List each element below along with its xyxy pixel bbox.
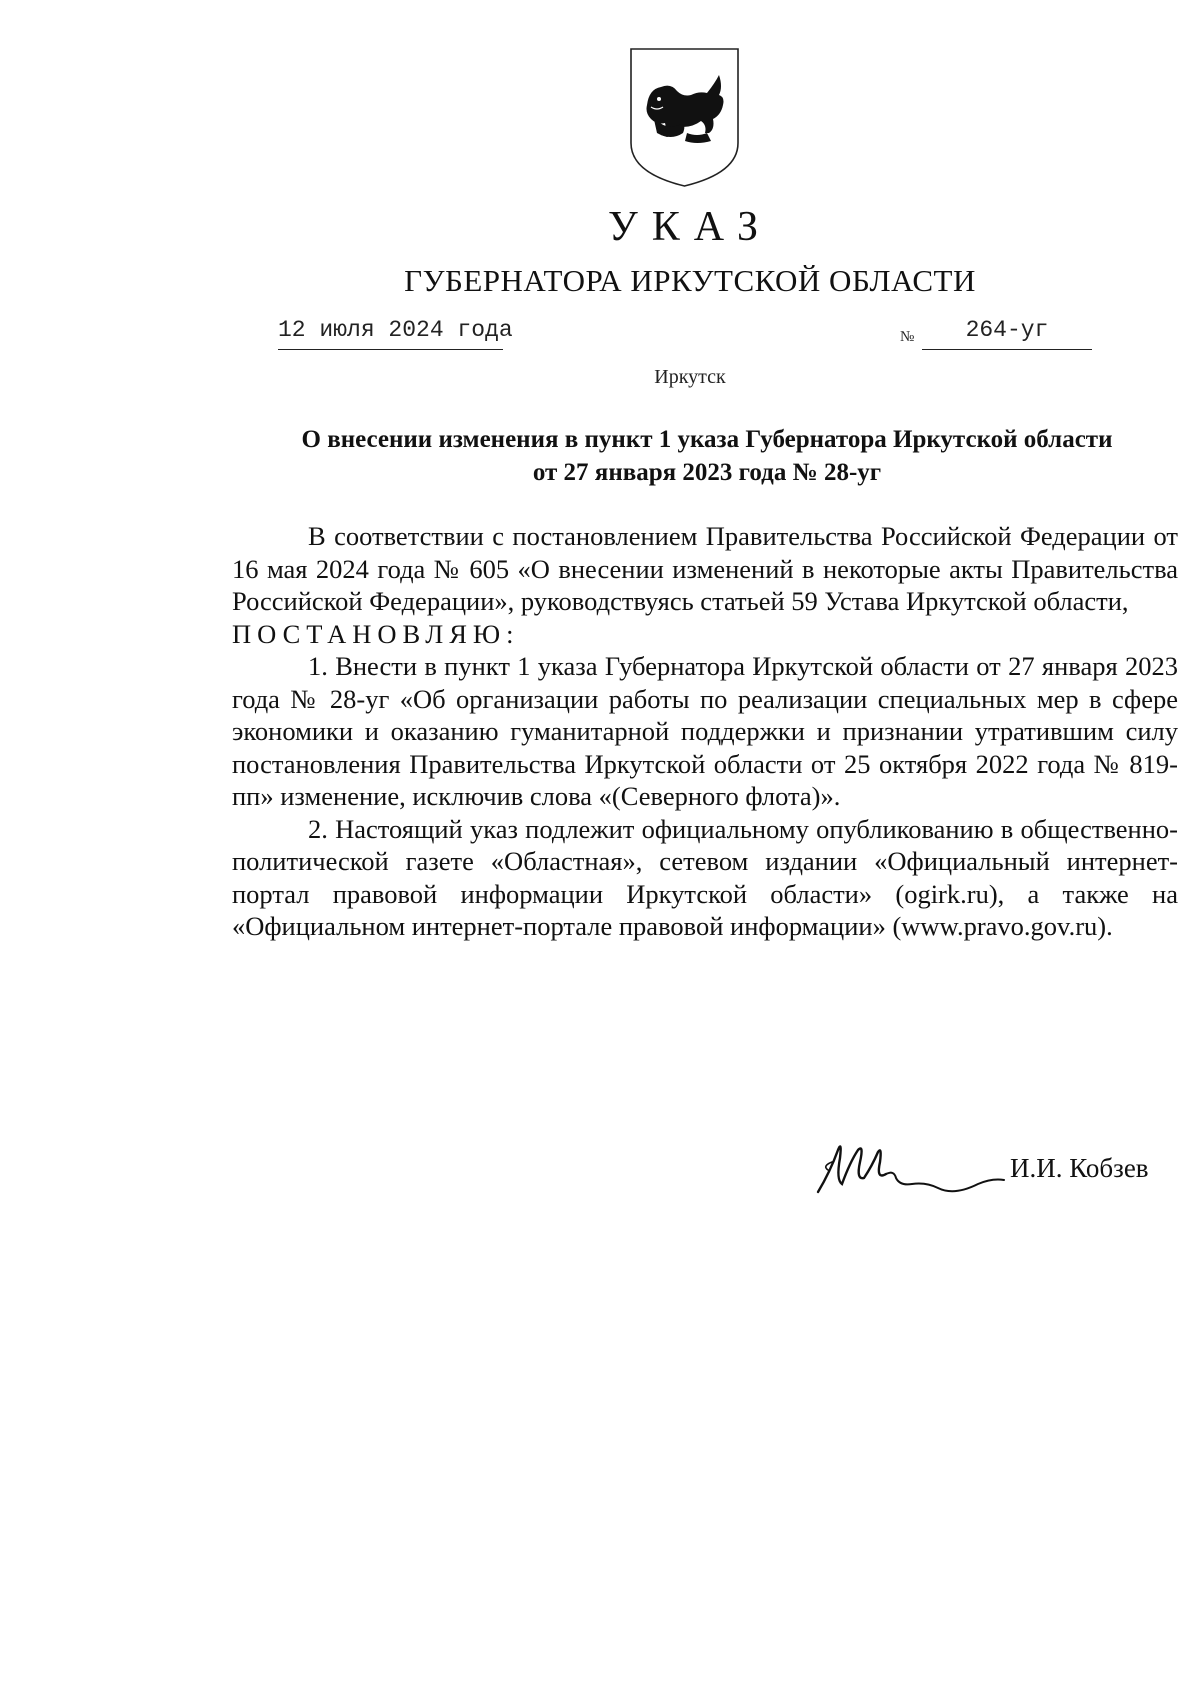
coat-of-arms-icon (627, 45, 742, 190)
number-sign: № (900, 329, 915, 345)
preamble-paragraph: В соответствии с постановлением Правительства Российской Федерации от 16 мая 2024 года № 605 «О внесении изменений в некоторые акты Правительства Российской Федерации», руководствуясь статьей 59 Устава Иркутской области, (232, 521, 1178, 616)
document-date: 12 июля 2024 года (278, 317, 503, 350)
signer-name: И.И. Кобзев (1010, 1153, 1149, 1183)
handwritten-signature-icon (808, 1122, 1028, 1232)
decree-word: ПОСТАНОВЛЯЮ: (232, 618, 520, 649)
item-paragraph-1: 1. Внести в пункт 1 указа Губернатора Иркутской области от 27 января 2023 года № 28-уг «Об организации работы по реализации специальных мер в сфере экономики и оказанию гуманитарной поддержки и признании утратившим силу постановления Правительства Иркутской области от 25 октября 2022 года № 819-пп» изменение, исключив слова «(Северного флота)». (232, 651, 1178, 811)
document-subtitle: ГУБЕРНАТОРА ИРКУТСКОЙ ОБЛАСТИ (404, 263, 976, 298)
heading-line-2: от 27 января 2023 года № 28-уг (532, 459, 882, 486)
document-title: УКАЗ (607, 204, 773, 250)
item-paragraph-2: 2. Настоящий указ подлежит официальному опубликованию в общественно-политической газете «Областная», сетевом издании «Официальный интернет-портал правовой информации Иркутской области» (ogirk.ru), а также на «Официальном интернет-портале правовой информации» (www.pravo.gov.ru). (232, 813, 1178, 941)
document-number: 264-уг (922, 317, 1092, 350)
heading-line-1: О внесении изменения в пункт 1 указа Губернатора Иркутской области (301, 426, 1113, 453)
document-body (232, 520, 1178, 943)
document-heading (232, 423, 1182, 489)
document-city: Иркутск (654, 366, 726, 388)
